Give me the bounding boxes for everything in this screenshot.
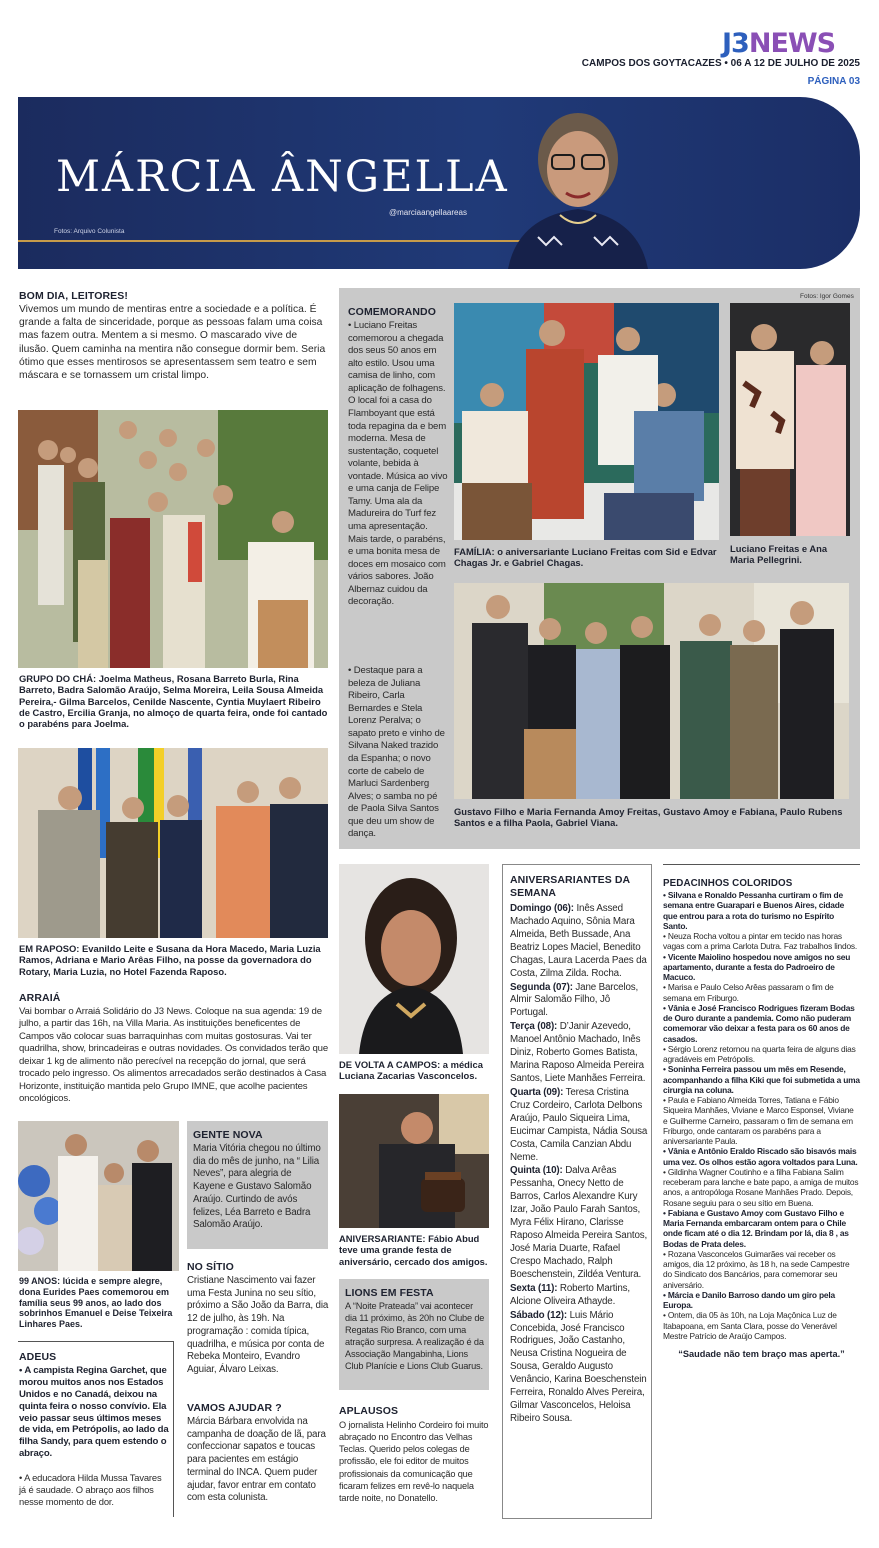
aplausos-heading: APLAUSOS — [339, 1405, 399, 1417]
pedacinhos-item: • Vicente Maiolino hospedou nove amigos no seu apartamento, durante a festa do Padroeiro de Macuco. — [663, 951, 851, 982]
caption-luciano-ana: Luciano Freitas e Ana Maria Pellegrini. — [730, 543, 828, 566]
pedacinhos-heading: PEDACINHOS COLORIDOS — [663, 878, 793, 889]
aniversariantes-list — [510, 903, 650, 1427]
birthday-day: Domingo (06): — [510, 903, 574, 914]
comemorando-p1: • Luciano Freitas comemorou a chegada dos seus 50 anos em alto estilo. Usou uma camisa de linho, com aplicação de folhagens. O local foi a casa do Flamboyant que está toda repagina da e bem moderna. Mesa de sustentação, coquetel volante, bebida à vontade. Música ao vivo e uma canja de Felipe Tamy. Uma ala da Madureira do Turf fez uma apresentação. Mais tarde, o parabéns, e uma bonita mesa de doces em mosaico com vários sabores. João Albernaz cuidou da decoração. — [348, 320, 448, 608]
aniversariantes-heading: ANIVERSARIANTES DA SEMANA — [510, 874, 630, 900]
pedacinhos-item: • Paula e Fabiano Almeida Torres, Tatiana e Fábio Siqueira Manhães, Viviane e Marco Esponsel, Viviane e Guilherme Carneiro, passaram o fim de semana em Friburgo, onde cantaram os parabéns para a aniversariante Paula. — [663, 1095, 854, 1146]
birthday-day-item — [510, 1087, 650, 1165]
gente-nova-heading: GENTE NOVA — [193, 1129, 263, 1141]
pedacinhos-item: • Márcia e Danilo Barroso dando um giro pela Europa. — [663, 1289, 835, 1310]
photo-familia — [454, 303, 719, 540]
birthday-names: Luis Mário Concebida, José Francisco Rodrigues, João Castanho, Neusa Cristina Nogueira de Sousa, Geraldo Augusto Venâncio, Karina Boeschenstein Ferreira, Ronaldo Alves Pereira, Gilmar Vasconcelos, Heloisa Ribeiro Sousa. — [510, 1309, 647, 1424]
birthday-day-item — [510, 1283, 650, 1309]
pedacinhos-item: • Gildinha Wagner Coutinho e a filha Fabiana Salim receberam para lanche e bate papo, a amiga de muitos anos, a antropóloga Rosane Manhães Prado. Depois, Rosane seguiu para o seu sítio em Buena. — [663, 1166, 859, 1208]
pedacinhos-item: • Vânia e Antônio Eraldo Riscado são bisavós mais uma vez. Os olhos estão agora voltados para Luna. — [663, 1146, 858, 1167]
pedacinhos-item: • Ontem, dia 05 às 10h, na Loja Maçônica Luz de Itabapoana, em Santa Clara, posse do Venerável Mestre Patrício de Araújo Campos. — [663, 1310, 837, 1341]
birthday-day-item — [510, 903, 650, 981]
photo-99-anos — [18, 1121, 179, 1271]
birthday-day: Sábado (12): — [510, 1309, 567, 1321]
adeus-p1: • A campista Regina Garchet, que morou muitos anos nos Estados Unidos e no Canadá, deixou na quinta feira o nosso convívio. Ela veio passar seus últimos meses de vida, em Petrópolis, ao lado da filha Sandy, para quem estendo o abraço. — [19, 1365, 169, 1460]
pedacinhos-quote: “Saudade não tem braço mas aperta.” — [678, 1349, 845, 1359]
arraia-text: Vai bombar o Arraiá Solidário do J3 News. Coloque na sua agenda: 19 de julho, a partir das 16h, na Villa Maria. As instituições beneficentes de Campos vão colocar suas barraquinhas com muitas gostosuras. Vai ter quadrilha, show, brincadeiras e outras novidades. Os convidados terão que deixar 1 kg de alimento não perecível na recepção do jornal, que será trocado pelo ingresso. Os alimentos arrecadados serão destinados à Casa Horizonte, instituição mantida pelo Grupo IMNE, que acolhe pacientes oncológicos. — [19, 1006, 329, 1105]
birthday-names: D’Janir Azevedo, Manoel Antônio Machado, Inês Diniz, Roberto Gomes Batista, Marina Raposo Almeida Pereira Santos, Liete Manhães Ferreira. — [510, 1021, 646, 1084]
birthday-names: Roberto Martins, Alcione Oliveira Athayde. — [510, 1282, 630, 1307]
caption-raposo: EM RAPOSO: Evanildo Leite e Susana da Hora Macedo, Maria Luzia Ramos, Adriana e Mario Arêas Filho, na posse da governadora do Rotary, Maria Luzia, no Hotel Fazenda Raposo. — [19, 943, 321, 977]
birthday-names: Dalva Arêas Pessanha, Onecy Netto de Barros, Carlos Alexandre Kury Izar, João Paulo Farah Santos, Myra Félix Hirano, Clarisse Raposo Almeida Pereira Santos, José Maria Duarte, Rafael Crespo Machado, Ralph Boeschenstein, Zildéa Ventura. — [510, 1165, 648, 1280]
pedacinhos-item: • Rozana Vasconcelos Guimarães vai receber os amigos, dia 12 próximo, às 18 h, na sede Campestre do Sindicato dos Bancários, para comemorar seu aniversário. — [663, 1248, 850, 1290]
caption-de-volta: DE VOLTA A CAMPOS: a médica Luciana Zacarias Vasconcelos. — [339, 1059, 483, 1082]
pedacinhos-item: • Vânia e José Francisco Rodrigues fizeram Bodas de Ouro durante a pandemia. Como não puderam comemorar vão deixar a festa para os 60 anos de casados. — [663, 1002, 855, 1044]
birthday-names: Teresa Cristina Cruz Cordeiro, Carlota Delbons Araújo, Paulo Siqueira Lima, Eucimar Campista, Nádia Sousa Costa, Camila Canzian Abdu Neme. — [510, 1086, 648, 1163]
intro-heading: BOM DIA, LEITORES! — [19, 290, 128, 302]
gente-nova-box — [187, 1121, 328, 1249]
pedacinhos-item: • Marisa e Paulo Celso Arêas passaram o fim de semana em Friburgo. — [663, 982, 834, 1003]
pedacinhos-item: • Soninha Ferreira passou um mês em Resende, acompanhando a filha Kiki que foi submetida a uma cirurgia na coluna. — [663, 1064, 860, 1095]
vamos-ajudar-heading: VAMOS AJUDAR ? — [187, 1402, 282, 1414]
gold-divider — [18, 240, 578, 242]
column-banner — [18, 97, 860, 269]
aplausos-text: O jornalista Helinho Cordeiro foi muito abraçado no Encontro das Velhas Teclas. Querido pelos colegas de profissão, ele foi editor de muitos profissionais da comunicação que ficaram felizes em revê-lo naquela tarde noite, no Donatello. — [339, 1420, 489, 1503]
pedacinhos-section — [663, 864, 860, 1359]
pedacinhos-item: • Fabiana e Gustavo Amoy com Gustavo Filho e Maria Fernanda embarcaram ontem para o Chile onde ficam até o dia 12. Brindam por lá, dia 8 , as Bodas de Prata deles. — [663, 1207, 849, 1249]
lions-text: A “Noite Prateada” vai acontecer dia 11 próximo, às 20h no Clube de Regatas Rio Branco, com uma atração surpresa. A realização é da Associação Mangabinha, Lions Club Planície e Lions Club Guarus. — [345, 1301, 485, 1371]
intro-text: Vivemos um mundo de mentiras entre a sociedade e a política. É grande a falta de sinceridade, porque as pessoas falam uma coisa mas fazem outra. Mentem a si mesmo. O mascarado vive de ilusão. Quem caminha na mentira não consegue dormir bem. Seria ótimo que esses mentirosos se apresentassem sem teatro e sem máscara e se tornassem um cristal limpo. — [19, 304, 326, 381]
photo-de-volta — [339, 864, 489, 1054]
no-sitio-text: Cristiane Nascimento vai fazer uma Festa Junina no seu sítio, próximo a São João da Barra, dia 12 de julho, às 19h. Na programação : comida típica, quadrilha, e música por conta de Rebeka Monteiro, Evandro Aguiar, Álvaro Leixas. — [187, 1275, 329, 1376]
birthday-day: Quarta (09): — [510, 1086, 564, 1098]
lions-box — [339, 1279, 489, 1390]
photo-gustavo-grupo — [454, 583, 849, 799]
no-sitio-heading: NO SÍTIO — [187, 1261, 234, 1273]
j3news-logo: J3NEWS — [722, 28, 836, 59]
photo-fabio — [339, 1094, 489, 1228]
caption-grupo-do-cha: GRUPO DO CHÁ: Joelma Matheus, Rosana Barreto Burla, Rina Barreto, Badra Salomão Araújo, Selma Moreira, Leila Sousa Almeida Pereira,- Gilma Barcelos, Cenilde Nascente, Cyntia Muylaert Ribeiro de Castro, Ercilia Granja, no almoço de quarta feira, onde foi cantado o parabéns para Joelma. — [19, 673, 328, 730]
caption-gustavo-grupo: Gustavo Filho e Maria Fernanda Amoy Freitas, Gustavo Amoy e Fabiana, Paulo Rubens Santos e a filha Paola, Gabriel Viana. — [454, 806, 843, 829]
pedacinhos-item: • Neuza Rocha voltou a pintar em tecido nas horas vagas com a prima Carlota Dutra. Faz trabalhos lindos. — [663, 931, 858, 952]
birthday-names: Inês Assed Machado Aquino, Sônia Mara Almeida, Beth Bussade, Ana Beatriz Lopes Maciel, Benedito Chagas, Laura Lacerda Paes da Costa, Zilma Zilda. Rocha. — [510, 903, 647, 979]
caption-99-anos: 99 ANOS: lúcida e sempre alegre, dona Eurides Paes comemorou em família seus 99 anos, ao lado dos sobrinhos Emanuel e Deise Teixeira Linhares Paes. — [19, 1276, 173, 1330]
birthday-day: Quinta (10): — [510, 1165, 563, 1177]
page-number: PÁGINA 03 — [807, 76, 860, 87]
photo-credit: Fotos: Arquivo Colunista — [54, 228, 125, 235]
birthday-day-item — [510, 982, 650, 1021]
birthday-day-item — [510, 1165, 650, 1281]
columnist-handle: @marciaangellaareas — [389, 208, 467, 217]
columnist-portrait — [498, 97, 658, 269]
photo-raposo — [18, 748, 328, 938]
lions-heading: LIONS EM FESTA — [345, 1287, 434, 1299]
photo-grupo-do-cha — [18, 410, 328, 668]
column-title: MÁRCIA ÂNGELLA — [56, 152, 509, 202]
edition-date: CAMPOS DOS GOYTACAZES • 06 A 12 DE JULHO DE 2025 — [581, 58, 860, 69]
pedacinhos-list — [663, 890, 860, 1341]
adeus-box — [18, 1341, 174, 1517]
birthday-day-item — [510, 1021, 650, 1086]
arraia-heading: ARRAIÁ — [19, 992, 61, 1004]
adeus-heading: ADEUS — [19, 1351, 57, 1363]
gente-nova-text: Maria Vitória chegou no último dia do mês de junho, na “ Lilia Neves”, para alegria de Kayene e Gustavo Salomão Araújo. Curtindo de avós felizes, Léa Barreto e Badra Salomão Araújo. — [193, 1143, 321, 1231]
adeus-p2: • A educadora Hilda Mussa Tavares já é saudade. O abraço aos filhos nesse momento de dor. — [19, 1472, 162, 1508]
birthday-day: Terça (08): — [510, 1021, 558, 1033]
vamos-ajudar-text: Márcia Bárbara envolvida na campanha de doação de lã, para confeccionar sapatos e toucas para pacientes em estágio terminal do INCA. Quem puder ajudar, favor entrar em contato com esta colunista. — [187, 1416, 326, 1504]
pedacinhos-item: • Silvana e Ronaldo Pessanha curtiram o fim de semana entre Guarapari e Buenos Aires, cidade que entrou para a rota do turismo no Espírito Santo. — [663, 890, 845, 931]
caption-familia: FAMÍLIA: o aniversariante Luciano Freitas com Sid e Edvar Chagas Jr. e Gabriel Chagas. — [454, 546, 717, 569]
aniversariantes-box — [502, 864, 652, 1519]
birthday-day-item — [510, 1310, 650, 1426]
birthday-day: Segunda (07): — [510, 981, 573, 993]
comemorando-heading: COMEMORANDO — [348, 306, 437, 318]
comemorando-p2: • Destaque para a beleza de Juliana Ribeiro, Carla Bernardes e Stela Lorenz Peralva; o sapato preto e vinho de Silvana Naked trazido da Espanha; o novo corte de cabelo de Marluci Sardenberg Alves; o samba no pé de Paola Silva Santos que deu um show de dança. — [348, 665, 445, 840]
pedacinhos-item: • Sérgio Lorenz retornou na quarta feira de alguns dias agradáveis em Petrópolis. — [663, 1043, 856, 1064]
caption-fabio: ANIVERSARIANTE: Fábio Abud teve uma grande festa de aniversário, cercado dos amigos. — [339, 1233, 488, 1267]
photo-luciano-ana — [730, 303, 850, 536]
birthday-names: Jane Barcelos, Almir Salomão Filho, Jô Portugal. — [510, 981, 639, 1019]
photo-credit-igor: Fotos: Igor Gomes — [800, 293, 854, 300]
birthday-day: Sexta (11): — [510, 1282, 558, 1294]
